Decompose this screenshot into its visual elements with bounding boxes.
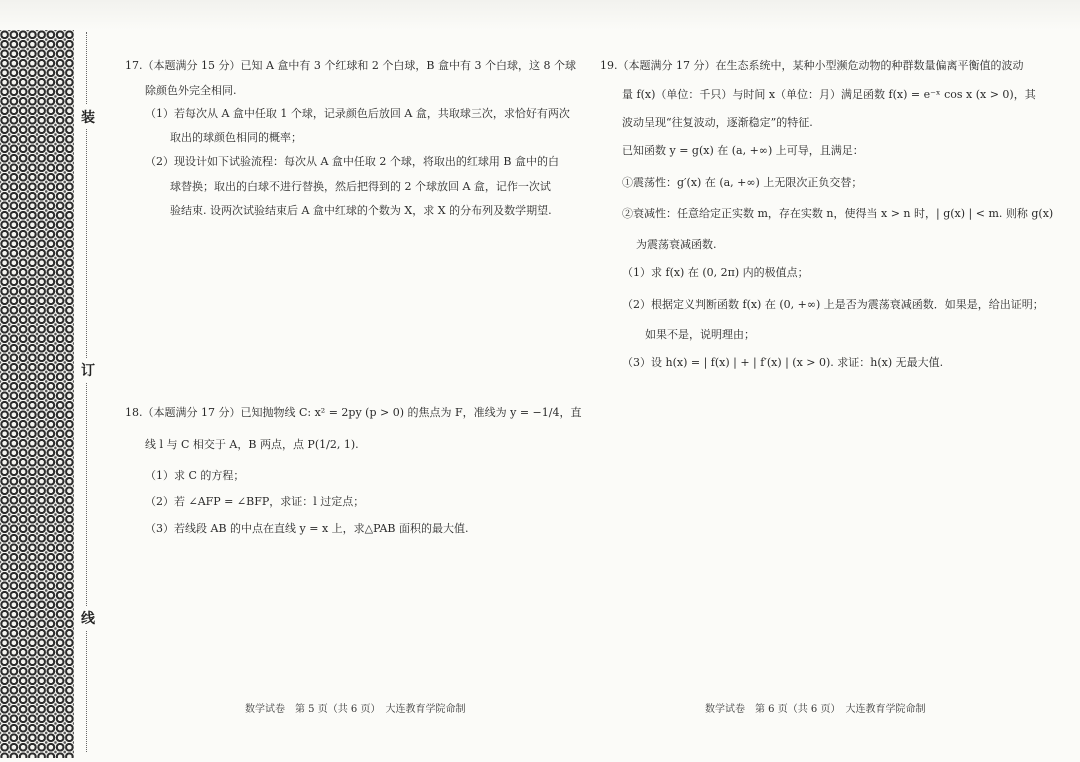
- q19-stem-line-1: 19.（本题满分 17 分）在生态系统中，某种小型濒危动物的种群数量偏离平衡值的波动: [600, 59, 1024, 72]
- left-page-footer: 数学试卷 第 5 页（共 6 页） 大连教育学院命制: [245, 704, 466, 715]
- q17-part2-line-1: （2）现设计如下试验流程：每次从 A 盒中任取 2 个球，将取出的红球用 B 盒中的白: [145, 155, 560, 168]
- binding-fold-line: [86, 32, 87, 752]
- right-page-footer: 数学试卷 第 6 页（共 6 页） 大连教育学院命制: [705, 704, 926, 715]
- q19-stem-line-3: 波动呈现“往复波动，逐渐稳定”的特征.: [622, 116, 813, 129]
- q18-stem-line-2: 线 l 与 C 相交于 A，B 两点，点 P(1/2, 1).: [145, 438, 359, 451]
- q17-stem-line-2: 除颜色外完全相同.: [145, 84, 237, 97]
- q19-part2-line-1: （2）根据定义判断函数 f(x) 在 (0, +∞) 上是否为震荡衰减函数．如果是，给出证明；: [622, 298, 1044, 311]
- q19-condition-2-line-1: ②衰减性：任意给定正实数 m，存在实数 n，使得当 x > n 时，| g(x) | < m. 则称 g(x): [622, 207, 1054, 220]
- binding-label-xian: 线: [80, 606, 96, 630]
- q19-stem-line-2: 量 f(x)（单位：千只）与时间 x（单位：月）满足函数 f(x) = e⁻ˣ cos x (x > 0)，其: [622, 88, 1036, 101]
- q17-part2-line-2: 球替换；取出的白球不进行替换，然后把得到的 2 个球放回 A 盒，记作一次试: [170, 180, 551, 193]
- q19-stem-line-4: 已知函数 y = g(x) 在 (a, +∞) 上可导，且满足：: [622, 144, 864, 157]
- q17-part2-line-3: 验结束. 设两次试验结束后 A 盒中红球的个数为 X，求 X 的分布列及数学期望.: [170, 204, 552, 217]
- q18-part2: （2）若 ∠AFP = ∠BFP，求证：l 过定点；: [145, 495, 365, 508]
- q18-part1: （1）求 C 的方程；: [145, 469, 245, 482]
- q19-condition-2-line-2: 为震荡衰减函数.: [636, 238, 717, 251]
- q17-part1-line-2: 取出的球颜色相同的概率；: [170, 131, 302, 144]
- q19-condition-1: ①震荡性：g′(x) 在 (a, +∞) 上无限次正负交替；: [622, 176, 863, 189]
- q18-stem-line-1: 18.（本题满分 17 分）已知抛物线 C: x² = 2py (p > 0) 的焦点为 F，准线为 y = −1/4，直: [125, 406, 582, 419]
- binding-label-zhuang: 装: [80, 105, 96, 129]
- q17-part1-line-1: （1）若每次从 A 盒中任取 1 个球，记录颜色后放回 A 盒，共取球三次，求恰好有两次: [145, 107, 570, 120]
- binding-label-ding: 订: [80, 358, 96, 382]
- scan-top-edge: [0, 0, 1080, 30]
- q17-stem-line-1: 17.（本题满分 15 分）已知 A 盒中有 3 个红球和 2 个白球，B 盒中有 3 个白球，这 8 个球: [125, 59, 576, 72]
- q19-part2-line-2: 如果不是，说明理由；: [645, 328, 755, 341]
- q19-part1: （1）求 f(x) 在 (0, 2π) 内的极值点；: [622, 266, 809, 279]
- q18-part3: （3）若线段 AB 的中点在直线 y = x 上，求△PAB 面积的最大值.: [145, 522, 469, 535]
- decorative-border-pattern: [0, 30, 74, 758]
- q19-part3: （3）设 h(x) = | f(x) | + | f′(x) | (x > 0). 求证：h(x) 无最大值.: [622, 356, 944, 369]
